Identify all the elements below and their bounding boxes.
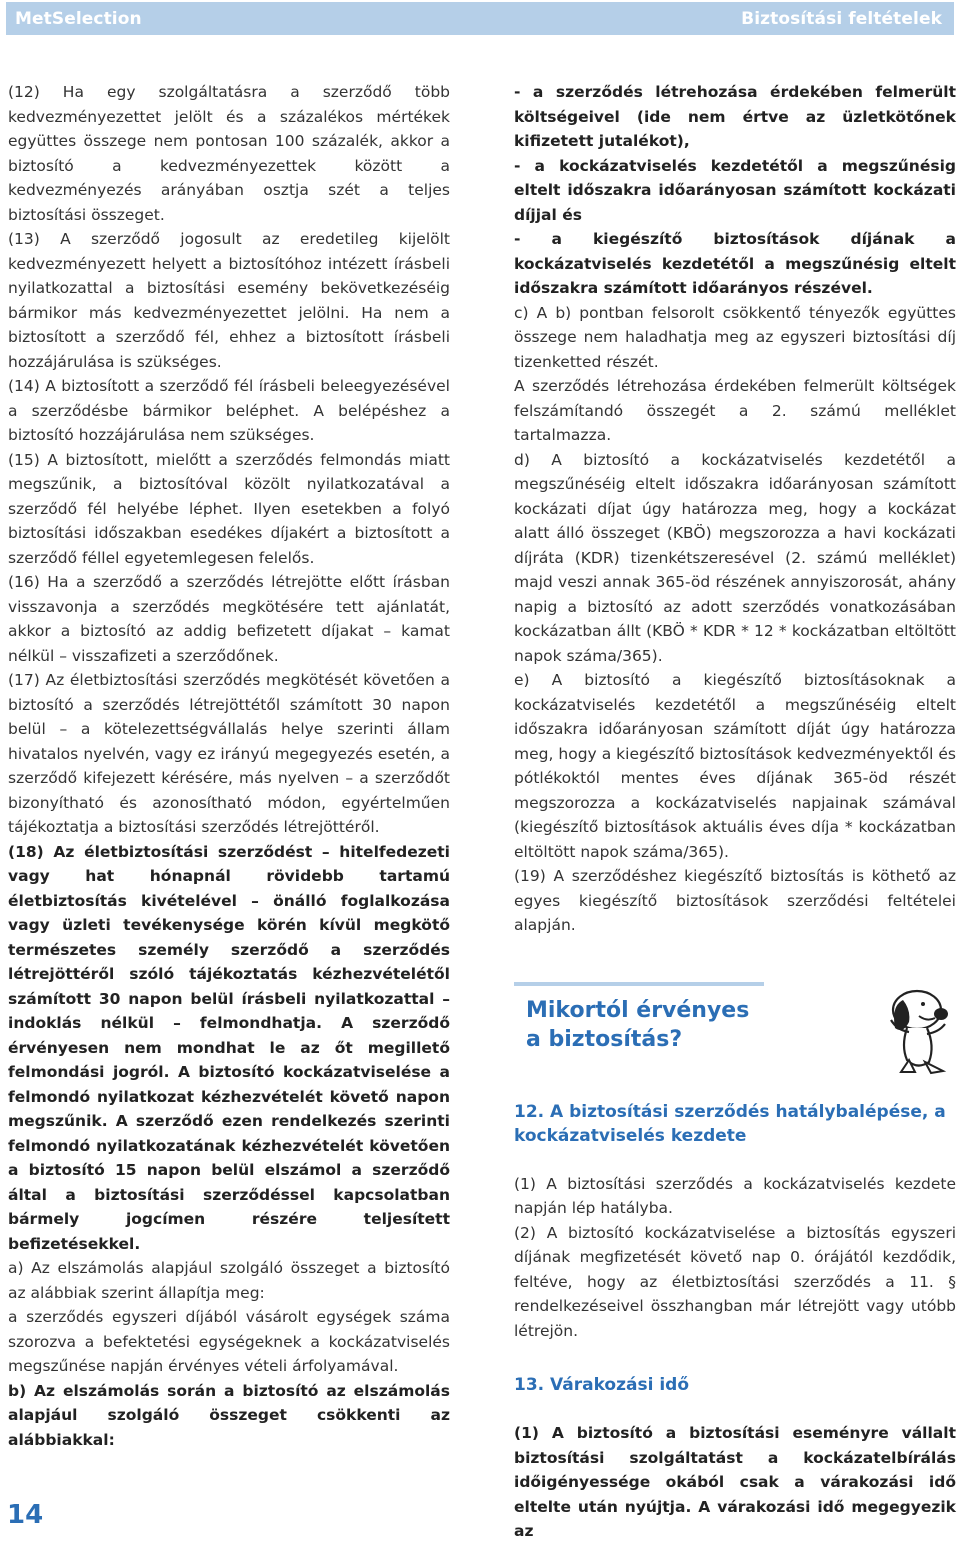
section-12-paragraph-2: (2) A biztosító kockázatviselése a biztosítás egyszeri díjának megfizetését követő nap 0. órájától kezdődik, feltéve, hogy az életbiztosítási szerződés a 11. § rendelkezéseivel összhangban már létrejött vagy utóbb létrejön. (514, 1223, 956, 1340)
callout-accent-bar (514, 982, 764, 986)
callout-box (514, 982, 956, 1066)
paragraph-13: (13) A szerződő jogosult az eredetileg kijelölt kedvezményezett helyett a biztosítóhoz intézett írásbeli nyilatkozattal a biztosítási esemény bekövetkezéséig bármikor más kedvezményezettet jelölni. Ha nem a biztosított a szerződő fél, ehhez a biztosított írásbeli hozzájárulása is szükséges. (8, 230, 450, 371)
deduction-risk-fee: - a kockázatviselés kezdetétől a megszűnésig eltelt időszakra időarányosan számított kockázati díjjal és (514, 156, 956, 224)
section-12-title: 12. A biztosítási szerződés hatálybalépése, a kockázatviselés kezdete (514, 1101, 946, 1146)
page-number: 14 (7, 1500, 44, 1530)
right-column (514, 80, 956, 1544)
left-column (8, 80, 450, 1452)
paragraph-17: (17) Az életbiztosítási szerződés megkötését követően a biztosító a szerződés létrejöttétől számított 30 napon belül – a kötelezettségvállalás helye szerinti állam hivatalos nyelvén, vagy ez irányú megegyezés esetén, a szerződő kifejezett kérésére, más nyelven – a szerződőt bizonyítható és azonosítható módon, egyértelműen tájékoztatja a biztosítási szerződés létrejöttéről. (8, 671, 450, 836)
paragraph-18a: a) Az elszámolás alapjául szolgáló összeget a biztosító az alábbiak szerint állapítja meg: (8, 1259, 450, 1302)
dog-cartoon-icon (857, 976, 960, 1076)
section-13-paragraph-1: (1) A biztosító a biztosítási eseményre vállalt biztosítási szolgáltatást a kockázatelbírálás időigényessége okából csak a várakozási idő eltelte után nyújtja. A várakozási idő megegyezik az (514, 1424, 956, 1540)
page-header-bar (6, 2, 954, 35)
paragraph-18a-formula: a szerződés egyszeri díjából vásárolt egységek száma szorozva a befektetési egységeknek a kockázatviselés megszűnése napján érvényes vételi árfolyamával. (8, 1308, 450, 1375)
header-section: Biztosítási feltételek (741, 8, 942, 29)
paragraph-18c: c) A b) pontban felsorolt csökkentő tényezők együttes összege nem haladhatja meg az egyszeri biztosítási díj tizenketted részét. (514, 303, 956, 371)
section-12-paragraph-1: (1) A biztosítási szerződés a kockázatviselés kezdete napján lép hatályba. (514, 1174, 956, 1217)
section-13-title: 13. Várakozási idő (514, 1375, 690, 1395)
paragraph-15: (15) A biztosított, mielőtt a szerződés felmondás miatt megszűnik, a biztosítóval közölt nyilatkozatával a szerződő fél helyébe léphet. Ilyen esetekben a folyó biztosítási időszakban esedékes díjakért a biztosított a szerződő féllel egyetemlegesen felelős. (8, 450, 450, 567)
paragraph-costs-annex: A szerződés létrehozása érdekében felmerült költségek felszámítandó összegét a 2. számú melléklet tartalmazza. (514, 377, 956, 444)
paragraph-19: (19) A szerződéshez kiegészítő biztosítás is köthető az egyes kiegészítő biztosítások szerződési feltételei alapján. (514, 867, 956, 934)
header-brand: MetSelection (15, 8, 142, 29)
deduction-supplementary: - a kiegészítő biztosítások díjának a kockázatviselés kezdetétől a megszűnésig eltelt időszakra számított időarányos részével. (514, 230, 956, 297)
paragraph-16: (16) Ha a szerződő a szerződés létrejötte előtt írásban visszavonja a szerződés megkötésére tett ajánlatát, akkor a biztosító az addig befizetett díjakat – kamat nélkül – visszafizeti a szerződőnek. (8, 573, 450, 665)
paragraph-18: (18) Az életbiztosítási szerződést – hitelfedezeti vagy hat hónapnál rövidebb tartamú életbiztosítás kivételével – önálló foglalkozása vagy üzleti tevékenysége körén kívül megkötő természetes személy szerződő a szerződés létrejöttéről szóló tájékoztatás kézhezvételétől számított 30 napon belül írásbeli nyilatkozattal – indoklás nélkül – felmondhatja. A szerződő érvényesen nem mondhat le az őt megillető felmondási jogról. A biztosító kockázatviselése a felmondó nyilatkozat kézhezvételét követő napon megszűnik. A szerződő ezen rendelkezés szerinti felmondó nyilatkozatának kézhezvételét követően a biztosító 15 napon belül elszámol a szerződő által a biztosítási szerződéssel kapcsolatban bármely jogcímen részére teljesített befizetésekkel. (8, 842, 450, 1253)
deduction-costs: - a szerződés létrehozása érdekében felmerült költségeivel (ide nem értve az üzletkötőnek kifizetett jutalékot), (514, 83, 956, 150)
paragraph-12: (12) Ha egy szolgáltatásra a szerződő több kedvezményezettet jelölt és a százalékos mértékek együttes összege nem pontosan 100 százalék, akkor a biztosító a kedvezményezettek között a kedvezményezés arányában osztja szét a teljes biztosítási összeget. (8, 83, 450, 224)
callout-title: Mikortól érvényes a biztosítás? (526, 997, 750, 1052)
paragraph-18b: b) Az elszámolás során a biztosító az elszámolás alapjául szolgáló összeget csökkenti az alábbiakkal: (8, 1381, 450, 1449)
paragraph-14: (14) A biztosított a szerződő fél írásbeli beleegyezésével a szerződésbe bármikor beléphet. A belépéshez a biztosító hozzájárulása nem szükséges. (8, 377, 450, 444)
paragraph-18d: d) A biztosító a kockázatviselés kezdetétől a megszűnéséig eltelt időszakra időarányosan számított kockázati díjat úgy határozza meg, hogy a kockázat alatt álló összeget (KBÖ) megszorozza a havi kockázati díjráta (KDR) tizenkétszeresével (2. számú melléklet) majd veszi annak 365-öd részének annyiszorosát, ahány napig a biztosító az adott szerződés vonatkozásában kockázatban állt (KBÖ * KDR * 12 * kockázatban eltöltött napok száma/365). (514, 450, 956, 665)
paragraph-18e: e) A biztosító a kiegészítő biztosításoknak a kockázatviselés kezdetétől a megszűnéséig eltelt időszakra időarányosan számított díját úgy határozza meg, hogy a kiegészítő biztosítások kedvezményektől és pótlékoktól mentes éves díjának 365-öd részét megszorozza a kockázatviselés napjainak számával (kiegészítő biztosítások aktuális éves díja * kockázatban eltöltött napok száma/365). (514, 671, 956, 861)
